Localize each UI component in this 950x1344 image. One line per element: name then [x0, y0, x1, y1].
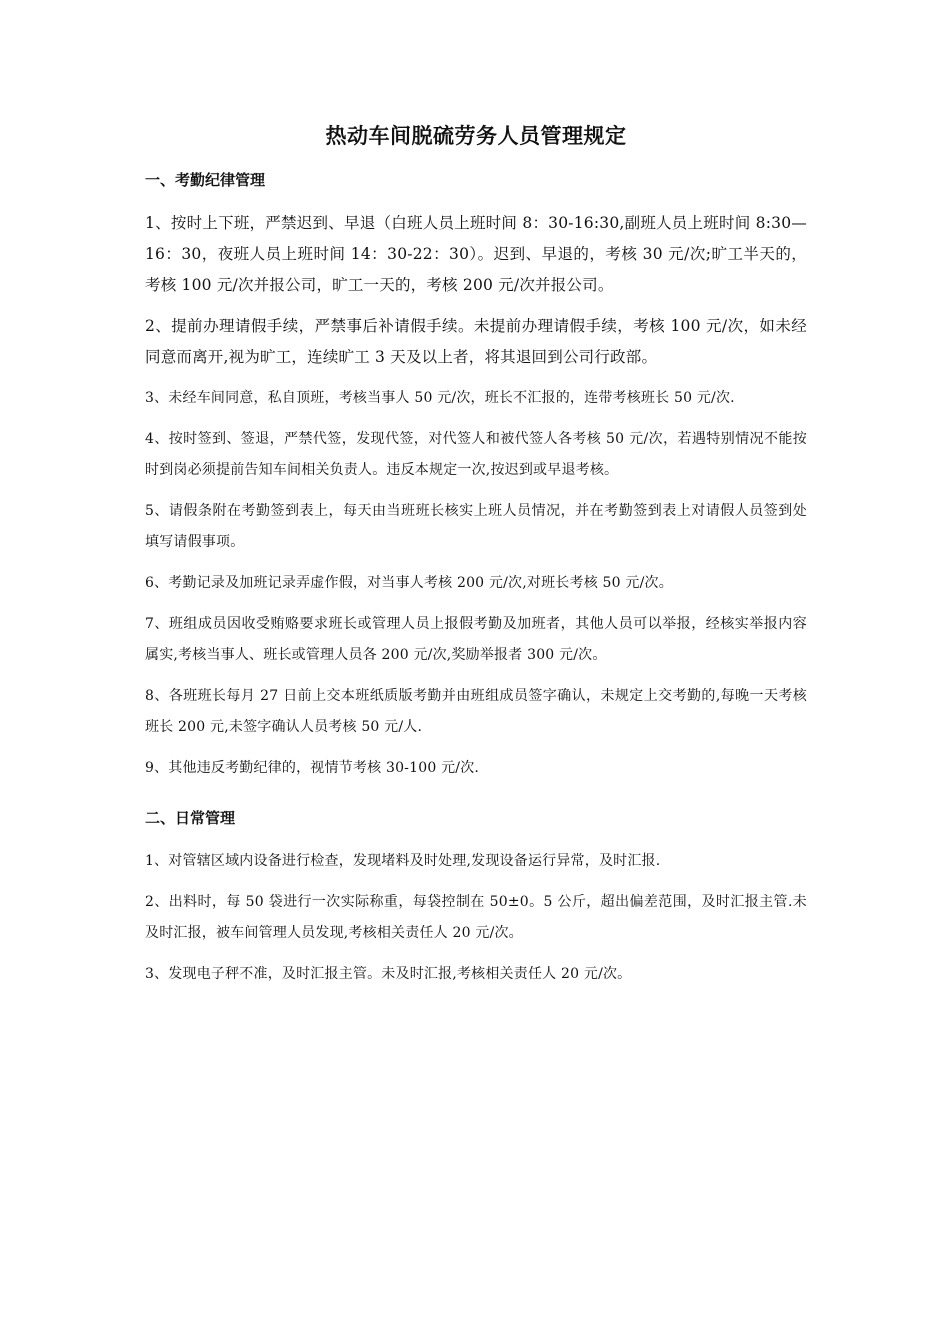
- rule-item: 6、考勤记录及加班记录弄虚作假，对当事人考核 200 元/次,对班长考核 50 元/次。: [145, 575, 673, 591]
- rule-item: 7、班组成员因收受贿赂要求班长或管理人员上报假考勤及加班者，其他人员可以举报，经核实举报内容属实,考核当事人、班长或管理人员各 200 元/次,奖励举报者 300 元/次。: [145, 616, 807, 663]
- section-daily-management: [145, 806, 807, 990]
- rule-item: 8、各班班长每月 27 日前上交本班纸质版考勤并由班组成员签字确认，未规定上交考勤的,每晚一天考核班长 200 元,未签字确认人员考核 50 元/人.: [145, 688, 807, 735]
- rule-item: 5、请假条附在考勤签到表上，每天由当班班长核实上班人员情况，并在考勤签到表上对请假人员签到处填写请假事项。: [145, 503, 807, 550]
- rule-item: 4、按时签到、签退，严禁代签，发现代签，对代签人和被代签人各考核 50 元/次，若遇特别情况不能按时到岗必须提前告知车间相关负责人。违反本规定一次,按迟到或早退考核。: [145, 431, 807, 478]
- rule-item: 9、其他违反考勤纪律的，视情节考核 30-100 元/次.: [145, 760, 480, 776]
- document-page: [145, 120, 807, 1000]
- section-heading: 一、考勤纪律管理: [145, 171, 266, 189]
- rule-item: 3、发现电子秤不准，及时汇报主管。未及时汇报,考核相关责任人 20 元/次。: [145, 966, 632, 982]
- rule-item: 3、未经车间同意，私自顶班，考核当事人 50 元/次，班长不汇报的，连带考核班长 50 元/次.: [145, 390, 735, 406]
- section-attendance: [145, 168, 807, 784]
- rule-item: 2、提前办理请假手续，严禁事后补请假手续。未提前办理请假手续，考核 100 元/次，如未经同意而离开,视为旷工，连续旷工 3 天及以上者，将其退回到公司行政部。: [145, 317, 807, 366]
- section-spacer: [145, 794, 807, 806]
- rule-item: 1、按时上下班，严禁迟到、早退（白班人员上班时间 8：30-16:30,副班人员上班时间 8:30—16：30，夜班人员上班时间 14：30-22：30）。迟到、早退的，考核 30 元/次;旷工半天的，考核 100 元/次并报公司，旷工一天的，考核 200 元/次并报公司。: [145, 214, 807, 294]
- rule-item: 1、对管辖区域内设备进行检查，发现堵料及时处理,发现设备运行异常，及时汇报.: [145, 853, 661, 869]
- section-heading: 二、日常管理: [145, 809, 236, 827]
- rule-item: 2、出料时，每 50 袋进行一次实际称重，每袋控制在 50±0。5 公斤，超出偏差范围，及时汇报主管.未及时汇报，被车间管理人员发现,考核相关责任人 20 元/次。: [145, 894, 807, 941]
- document-title: 热动车间脱硫劳务人员管理规定: [325, 124, 627, 148]
